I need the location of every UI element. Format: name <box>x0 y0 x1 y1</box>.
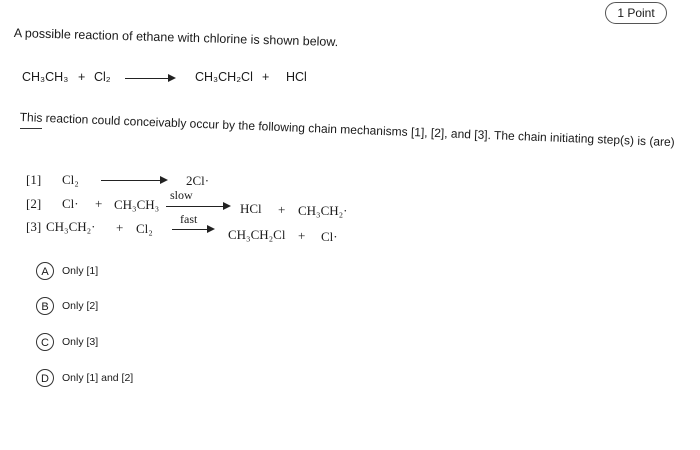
step-3-label: [3] <box>26 219 42 234</box>
eq-reactant-ethane: CH₃CH₃ <box>22 70 69 84</box>
step-2-label: [2] <box>26 196 42 211</box>
step-1-label: [1] <box>26 172 42 187</box>
option-c-radio[interactable]: C <box>36 333 54 351</box>
step-3-arrow <box>172 229 208 230</box>
step-3-product-a: CH₃CH₂Cl <box>228 227 286 242</box>
eq-plus-1: + <box>78 70 86 84</box>
step-3-reactant-a: CH₃CH₂· <box>46 219 96 234</box>
step-2-product-b: CH₃CH₂· <box>298 203 348 218</box>
option-a-label: Only [1] <box>62 265 99 277</box>
mechanism-description: This reaction could conceivably occur by the following chain mechanisms [1], [2], and [3]. The chain initiating step(s) is (are) <box>19 110 675 150</box>
step-2-plus-2: + <box>278 202 286 217</box>
question-intro: A possible reaction of ethane with chlorine is shown below. <box>13 26 339 50</box>
step-1-reactant: Cl₂ <box>62 172 79 187</box>
step-1-arrow <box>101 180 161 181</box>
step-3-plus: + <box>116 220 124 235</box>
step-1-product: 2Cl· <box>186 173 210 188</box>
eq-reactant-chlorine: Cl₂ <box>94 70 111 84</box>
step-2-product-a: HCl <box>240 201 262 216</box>
step-2-reactant-b: CH₃CH₃ <box>114 197 160 212</box>
option-a-radio[interactable]: A <box>36 262 54 280</box>
points-badge: 1 Point <box>605 2 667 24</box>
eq-arrow <box>125 78 175 79</box>
step-2-reactant-a: Cl· <box>62 196 79 211</box>
option-d-radio[interactable]: D <box>36 369 54 387</box>
option-b-label: Only [2] <box>62 300 99 312</box>
step-2-arrow-label: slow <box>170 188 193 202</box>
step-2-arrow <box>166 206 224 207</box>
option-b-radio[interactable]: B <box>36 297 54 315</box>
eq-plus-2: + <box>262 70 270 84</box>
option-c-label: Only [3] <box>62 336 99 348</box>
step-3-product-b: Cl· <box>321 229 338 244</box>
eq-product-chloroethane: CH₃CH₂Cl <box>195 70 253 84</box>
step-3-plus-2: + <box>298 228 306 243</box>
step-3-arrow-label: fast <box>180 212 198 226</box>
step-3-reactant-b: Cl₂ <box>136 221 153 236</box>
step-2-plus: + <box>95 196 103 211</box>
eq-product-hcl: HCl <box>286 70 307 84</box>
answer-blank <box>20 128 42 129</box>
option-d-label: Only [1] and [2] <box>62 372 134 384</box>
